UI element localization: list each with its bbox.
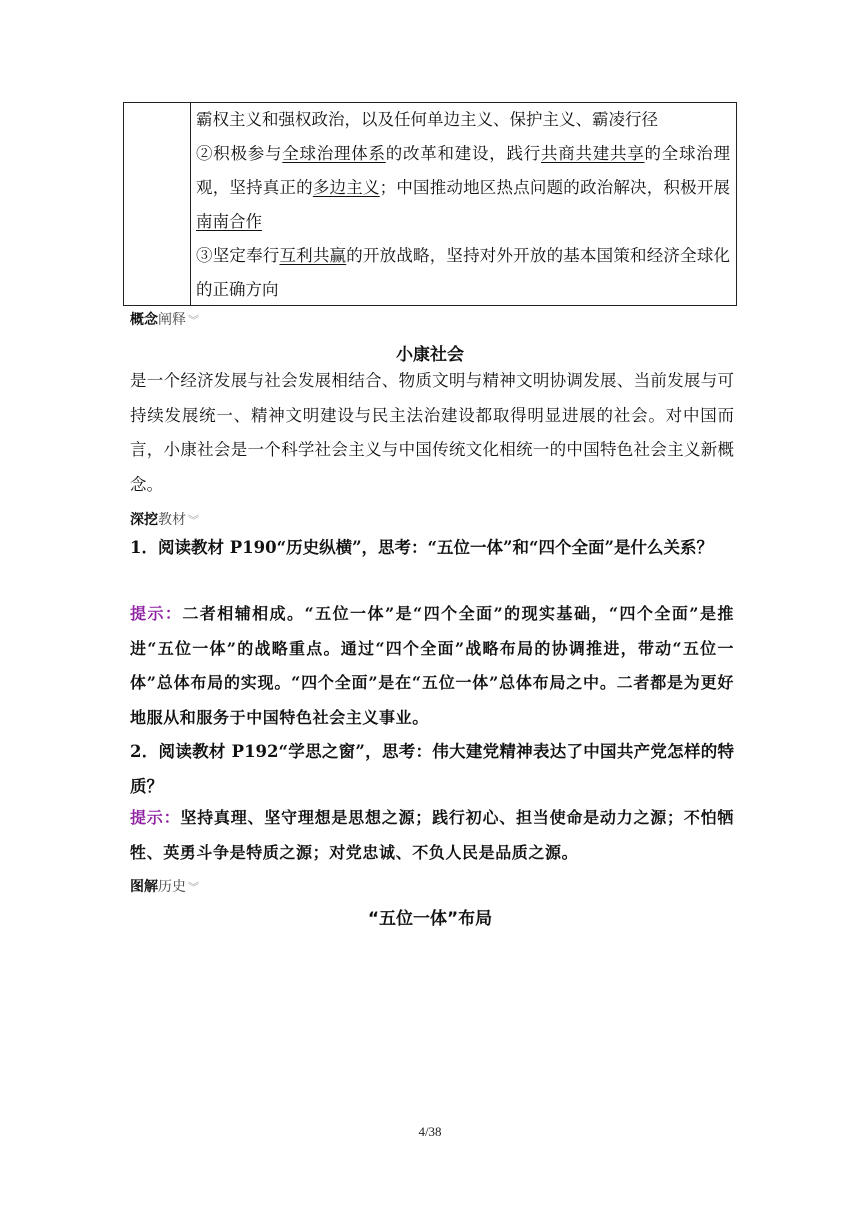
section-header-concept: 概念阐释 ︾ <box>130 312 199 328</box>
table-content-cell <box>196 103 730 307</box>
page-number: 4/38 <box>418 1124 442 1139</box>
double-chevron-icon: ︾ <box>188 881 199 894</box>
diagram-title: “五位一体”布局 <box>367 909 493 929</box>
section-header-dig: 深挖教材 ︾ <box>130 512 199 528</box>
content-table <box>123 102 737 306</box>
answer-1: 提示：二者相辅相成。“五位一体”是“四个全面”的现实基础，“四个全面”是推进“五位一体”的战略重点。通过“四个全面”战略布局的协调推进，带动“五位一体”总体布局的实现。“四个全面”是在“五位一体”总体布局之中。二者都是为更好地服从和服务于中国特色社会主义事业。 <box>130 604 734 727</box>
question-2: 2．阅读教材 P192“学思之窗”，思考：伟大建党精神表达了中国共产党怎样的特质？ <box>130 742 734 796</box>
concept-title: 小康社会 <box>396 345 464 365</box>
concept-text: 是一个经济发展与社会发展相结合、物质文明与精神文明协调发展、当前发展与可持续发展统一、精神文明建设与民主法治建设都取得明显进展的社会。对中国而言，小康社会是一个科学社会主义与中国传统文化相统一的中国特色社会主义新概念。 <box>130 371 734 494</box>
section-header-diagram: 图解历史 ︾ <box>130 879 199 895</box>
table-line-3: ③坚定奉行互利共赢的开放战略，坚持对外开放的基本国策和经济全球化的正确方向 <box>196 246 731 299</box>
answer-2: 提示：坚持真理、坚守理想是思想之源；践行初心、担当使命是动力之源；不怕牺牲、英勇斗争是特质之源；对党忠诚、不负人民是品质之源。 <box>130 808 734 862</box>
table-line-1: 霸权主义和强权政治，以及任何单边主义、保护主义、霸凌行径 <box>196 110 658 129</box>
double-chevron-icon: ︾ <box>188 314 199 327</box>
double-chevron-icon: ︾ <box>188 514 199 527</box>
table-label-cell <box>124 103 191 305</box>
question-1: 1．阅读教材 P190“历史纵横”，思考：“五位一体”和“四个全面”是什么关系？ <box>130 538 714 557</box>
table-line-2: ②积极参与全球治理体系的改革和建设，践行共商共建共享的全球治理观，坚持真正的多边主义；中国推动地区热点问题的政治解决，积极开展南南合作 <box>196 144 731 231</box>
